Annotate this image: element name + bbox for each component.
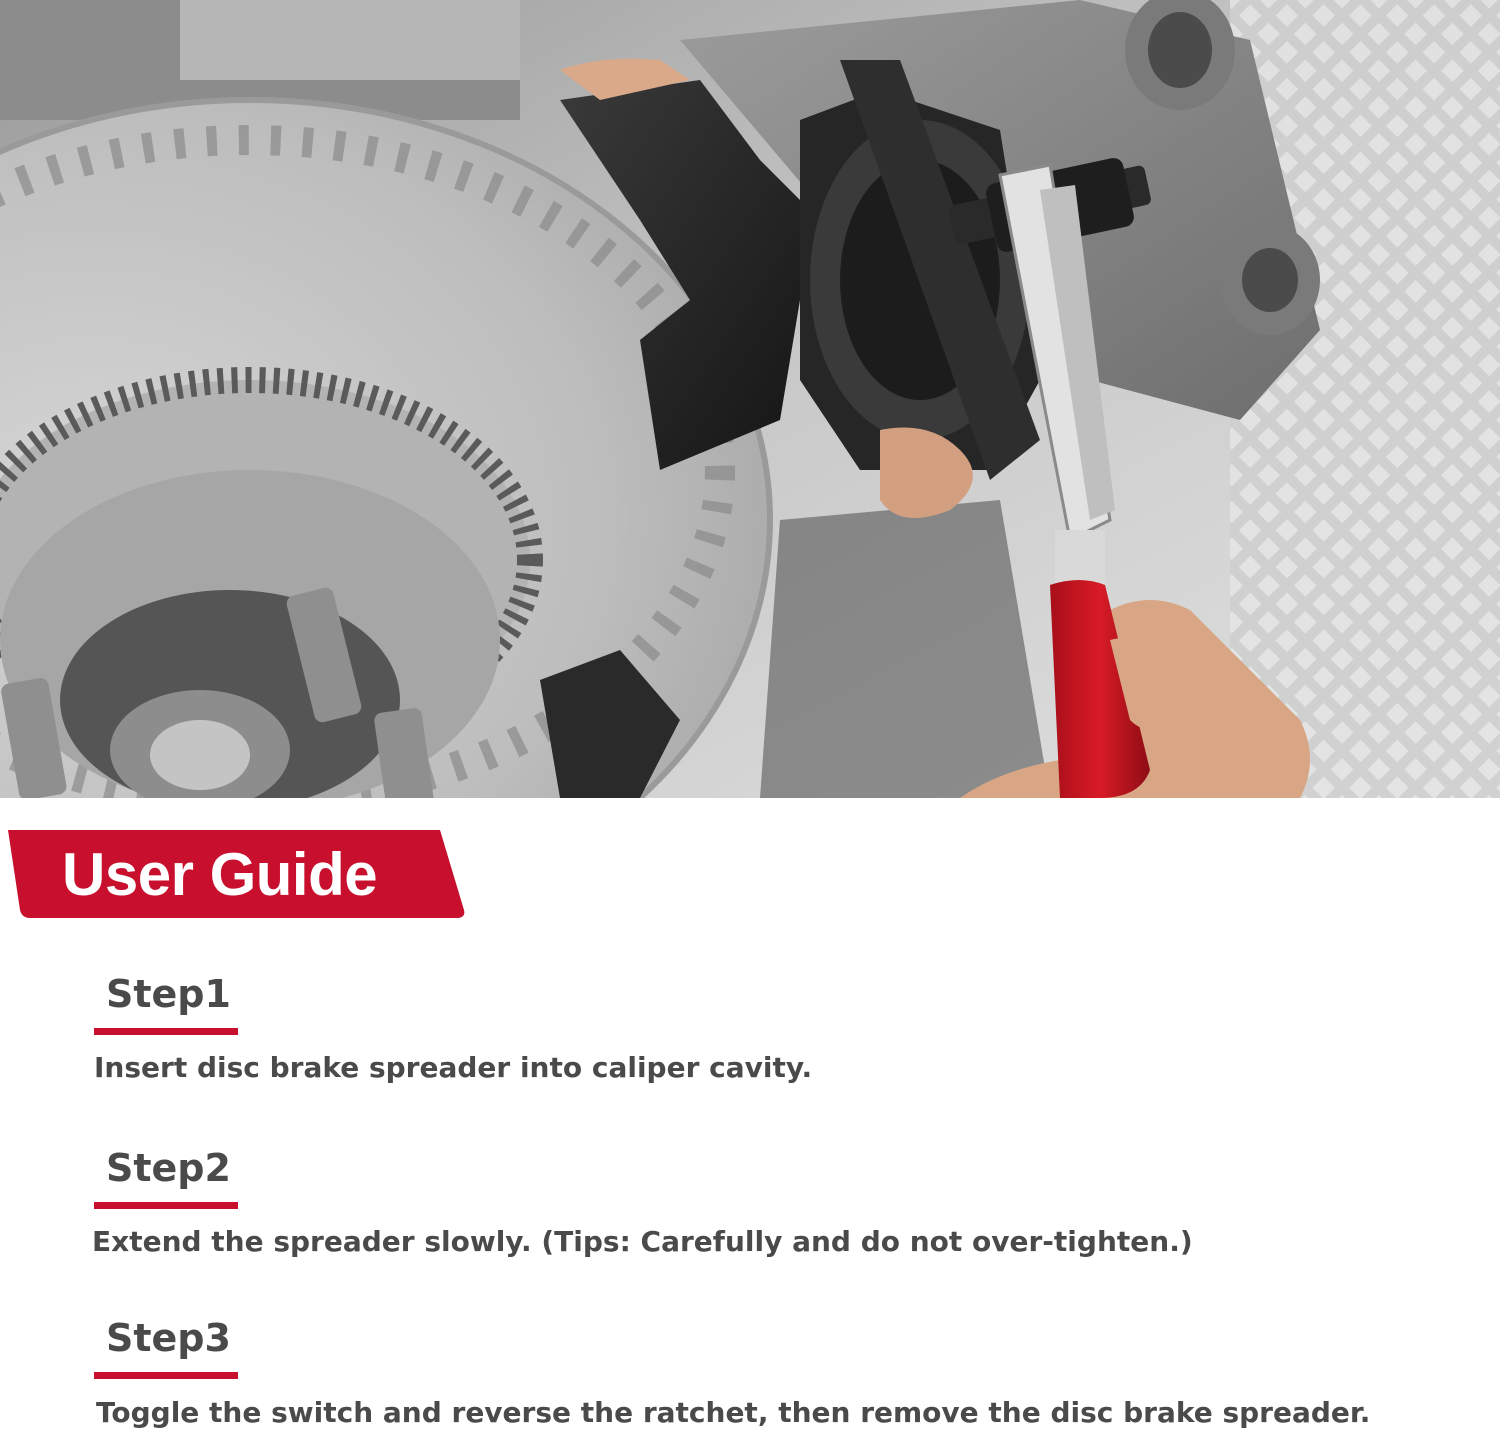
step-1-text: Insert disc brake spreader into caliper cavity. bbox=[94, 1051, 813, 1084]
step-3-heading: Step3 bbox=[106, 1316, 231, 1360]
step-2-underline bbox=[94, 1202, 238, 1209]
step-1-underline bbox=[94, 1028, 238, 1035]
step-3-text: Toggle the switch and reverse the ratchet, then remove the disc brake spreader. bbox=[96, 1396, 1371, 1429]
step-2-heading: Step2 bbox=[106, 1146, 231, 1190]
user-guide-title: User Guide bbox=[62, 841, 378, 908]
step-2-text: Extend the spreader slowly. (Tips: Carefully and do not over-tighten.) bbox=[92, 1225, 1193, 1258]
step-3-underline bbox=[94, 1372, 238, 1379]
user-guide-banner bbox=[0, 826, 470, 922]
step-1-heading: Step1 bbox=[106, 972, 231, 1016]
